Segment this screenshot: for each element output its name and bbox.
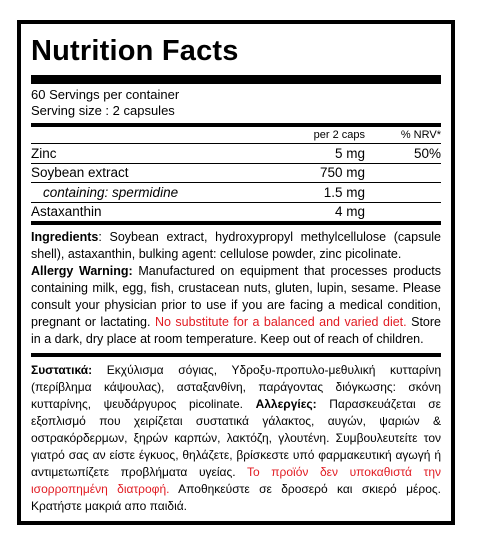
nutrient-nrv [365,163,441,183]
storage-text: Store in a dark, dry place at room temperature. Keep out of reach of children. [31,315,441,346]
english-info [31,225,441,353]
label-title: Nutrition Facts [31,35,239,67]
nutrient-name: Zinc [31,144,277,164]
greek-allergy-text: Παρασκευάζεται σε εξοπλισμό που χειρίζεται συστατικά γάλακτος, αυγών, ψαριών & οστρακόρδερμων, ξηρών καρπών, λακτόζη, γλουτένη. Συμβουλευτείτε τον γιατρό σας αν είστε έγκυος, θηλάζετε, βρίσκεστε υπό φαρμακευτική αγωγή ή αντιμετωπίζετε προβλήματα υγείας. [31,397,441,479]
table-row [31,163,441,183]
col-amount-header: per 2 caps [277,127,365,144]
greek-info [31,357,441,515]
allergy-text: Manufactured on equipment that processes products containing milk, egg, fish, crustacean nuts, gluten, lupin, sesame. Please consult your physician prior to use if you are facing a medical condition, pregnant or lactating. [31,264,442,329]
greek-allergy-label: Αλλεργίες: [255,397,317,411]
heavy-divider [31,75,441,84]
nutrient-name: Astaxanthin [31,204,102,220]
col-nrv-header: % NRV* [365,127,441,144]
nutrient-amount: 1.5 mg [277,183,365,203]
nutrient-nrv: 50% [365,144,441,164]
ingredients-text: : Soybean extract, hydroxypropyl methylcellulose (capsule shell), astaxanthin, bulking agent: cellulose powder, zinc picolinate. [31,230,441,261]
serving-info [31,84,441,123]
nutrient-table [31,127,441,221]
table-header-row [31,127,441,144]
greek-storage-text: Αποθηκεύστε σε δροσερό και σκιερό μέρος. Κρατήστε μακριά απο παιδιά. [31,482,441,513]
nutrition-facts-label [17,20,455,525]
nutrient-amount: 5 mg [277,144,365,164]
nutrient-amount: 4 mg [334,204,365,220]
nutrient-name: Soybean extract [31,163,277,183]
allergy-label: Allergy Warning: [31,264,133,278]
table-row [31,183,441,203]
nutrient-nrv [365,183,441,203]
diet-warning: No substitute for a balanced and varied diet. [154,315,407,329]
greek-diet-warning: Το προϊόν δεν υποκαθιστά την ισορροπημένη διατροφή. [31,465,442,496]
nutrient-amount: 750 mg [277,163,365,183]
servings-per-container: 60 Servings per container [31,87,180,102]
greek-ingredients-label: Συστατικά: [31,363,93,377]
nutrient-nrv [365,202,441,221]
table-row [31,144,441,164]
greek-ingredients-text: Εκχύλισμα σόγιας, Υδροξυ-προπυλο-μεθυλική κυτταρίνη (περίβλημα κάψουλας), ασταξανθίνη, παράγοντας διόγκωσης: σκόνη κυτταρίνης, ψευδάργυρος picolinate. [31,363,441,411]
table-row [31,202,441,221]
nutrient-name: containing: spermidine [31,183,277,203]
ingredients-label: Ingredients [31,230,99,244]
serving-size: Serving size : 2 capsules [31,103,175,118]
